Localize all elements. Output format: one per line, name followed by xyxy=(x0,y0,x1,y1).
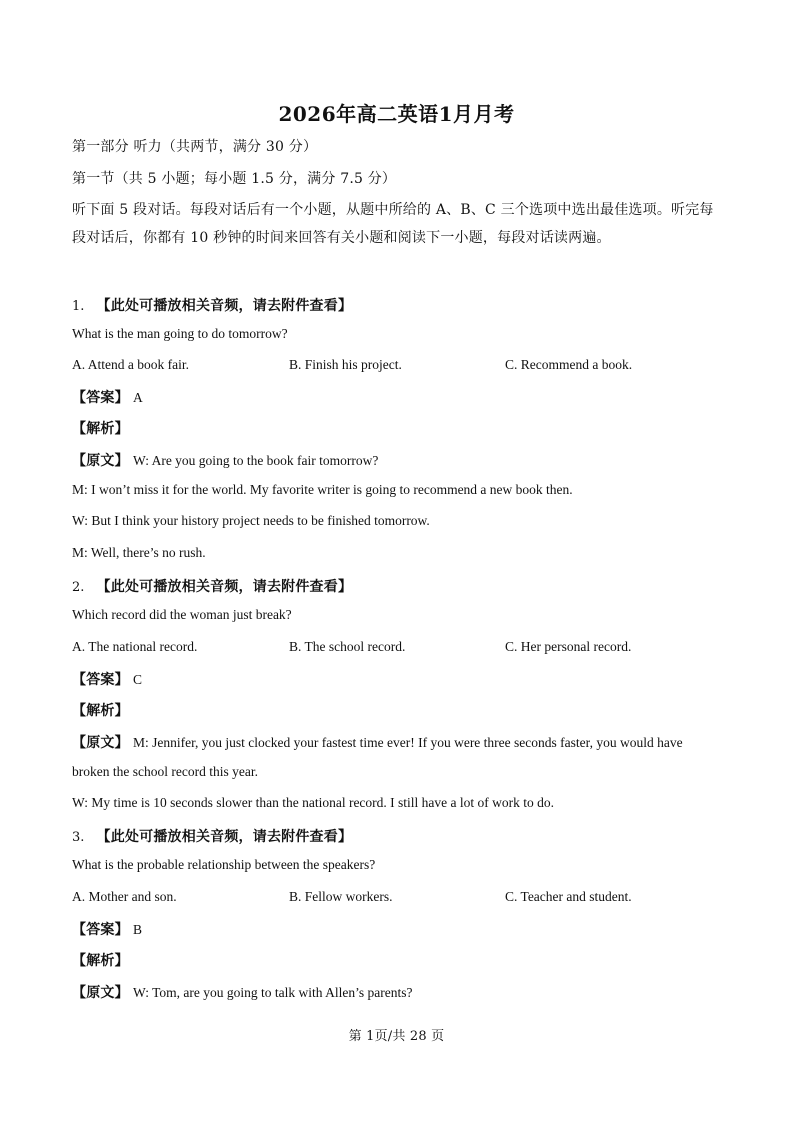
question-1-transcript-line: W: But I think your history project needs to be finished tomorrow. xyxy=(72,513,430,528)
question-3-answer xyxy=(72,919,142,939)
answer-value: A xyxy=(132,390,143,405)
answer-value: B xyxy=(132,922,142,937)
question-2-option-b: B. The school record. xyxy=(289,639,406,654)
question-2-analysis: 【解析】 xyxy=(72,703,129,719)
question-1-option-a: A. Attend a book fair. xyxy=(72,357,189,372)
question-1-option-c: C. Recommend a book. xyxy=(505,357,633,372)
question-3-option-b: B. Fellow workers. xyxy=(289,889,393,904)
question-3-analysis: 【解析】 xyxy=(72,953,129,969)
transcript-text: W: Tom, are you going to talk with Allen’s parents? xyxy=(132,985,413,1000)
question-2-audio xyxy=(72,576,352,596)
instructions: 听下面 5 段对话。每段对话后有一个小题，从题中所给的 A、B、C 三个选项中选出最佳选项。听完每段对话后，你都有 10 秒钟的时间来回答有关小题和阅读下一小题，每段对话读两遍。 xyxy=(72,202,714,246)
answer-value: C xyxy=(132,672,142,687)
question-2-answer xyxy=(72,669,142,689)
question-2-text: Which record did the woman just break? xyxy=(72,607,292,622)
question-number: 1. xyxy=(72,299,85,314)
page-footer: 第 1页/共 28 页 xyxy=(348,1029,445,1044)
answer-tag: 【答案】 xyxy=(72,390,129,406)
question-2-transcript-line: broken the school record this year. xyxy=(72,764,258,779)
original-tag: 【原文】 xyxy=(72,735,129,751)
question-3-text: What is the probable relationship between the speakers? xyxy=(72,857,376,872)
question-1-transcript-line: M: Well, there’s no rush. xyxy=(72,545,206,560)
question-2-option-c: C. Her personal record. xyxy=(505,639,632,654)
question-1-transcript-line: M: I won’t miss it for the world. My favorite writer is going to recommend a new book then. xyxy=(72,482,573,497)
page-title: 2026年高二英语1月月考 xyxy=(278,102,515,126)
question-2-transcript-line xyxy=(72,732,683,752)
audio-note: 【此处可播放相关音频，请去附件查看】 xyxy=(96,829,353,845)
audio-note: 【此处可播放相关音频，请去附件查看】 xyxy=(96,579,353,595)
question-3-audio xyxy=(72,826,352,846)
audio-note: 【此处可播放相关音频，请去附件查看】 xyxy=(96,298,353,314)
question-number: 2. xyxy=(72,580,85,595)
question-1-analysis: 【解析】 xyxy=(72,421,129,437)
section-heading: 第一节（共 5 小题；每小题 1.5 分，满分 7.5 分） xyxy=(72,171,397,187)
original-tag: 【原文】 xyxy=(72,985,129,1001)
question-1-audio xyxy=(72,295,352,315)
question-2-option-a: A. The national record. xyxy=(72,639,198,654)
answer-tag: 【答案】 xyxy=(72,672,129,688)
question-1-answer xyxy=(72,387,143,407)
original-tag: 【原文】 xyxy=(72,453,129,469)
question-1-option-b: B. Finish his project. xyxy=(289,357,402,372)
question-1-transcript-line xyxy=(72,450,378,470)
answer-tag: 【答案】 xyxy=(72,922,129,938)
transcript-text: M: Jennifer, you just clocked your fastest time ever! If you were three seconds faster, you would have xyxy=(132,735,683,750)
question-3-transcript-line xyxy=(72,982,412,1002)
part-heading: 第一部分 听力（共两节，满分 30 分） xyxy=(72,139,318,155)
question-number: 3. xyxy=(72,830,85,845)
question-2-transcript-line: W: My time is 10 seconds slower than the national record. I still have a lot of work to do. xyxy=(72,795,555,810)
question-3-option-a: A. Mother and son. xyxy=(72,889,177,904)
question-3-option-c: C. Teacher and student. xyxy=(505,889,632,904)
question-1-text: What is the man going to do tomorrow? xyxy=(72,326,288,341)
transcript-text: W: Are you going to the book fair tomorrow? xyxy=(132,453,379,468)
